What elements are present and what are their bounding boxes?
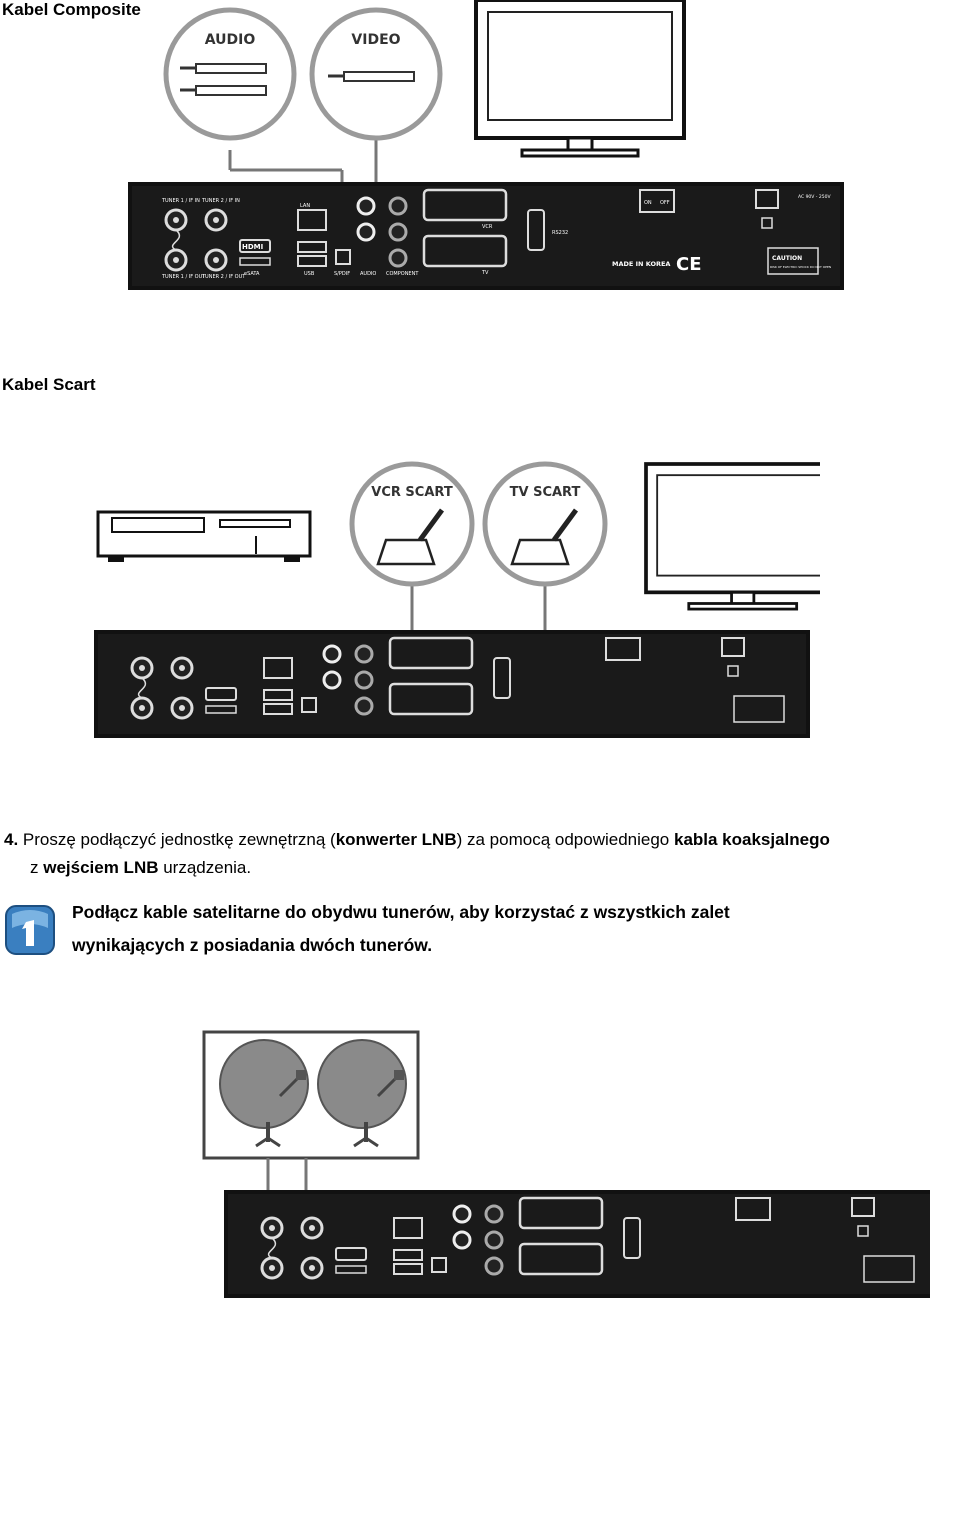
tv-scart-callout-label: TV SCART — [509, 485, 581, 500]
label-lan: LAN — [300, 203, 311, 209]
step-4-instruction — [4, 826, 960, 882]
television-icon — [476, 0, 684, 156]
label-made-in: MADE IN KOREA — [612, 260, 671, 268]
label-on: ON — [644, 200, 652, 206]
label-hdmi: HDMI — [242, 243, 264, 251]
tv-scart-callout-circle — [485, 464, 605, 584]
label-rs232: RS232 — [552, 230, 569, 236]
label-caution-sub: RISK OF ELECTRIC SHOCK DO NOT OPEN — [770, 265, 832, 269]
label-tuner1-in: TUNER 1 / IF IN — [162, 198, 200, 204]
label-component: COMPONENT — [386, 271, 419, 277]
receiver-back-panel — [128, 182, 844, 290]
heading-scart: Kabel Scart — [2, 375, 96, 394]
vcr-scart-callout-label: VCR SCART — [371, 485, 453, 500]
step-text-bold: konwerter LNB — [335, 830, 457, 849]
step-text: Proszę podłączyć jednostkę zewnętrzną ( — [18, 830, 336, 849]
note-line-2: wynikających z posiadania dwóch tunerów. — [72, 935, 433, 955]
receiver-back-panel — [94, 630, 810, 738]
label-esata: eSATA — [244, 271, 260, 277]
heading-composite: Kabel Composite — [2, 0, 141, 19]
label-tuner2-in: TUNER 2 / IF IN — [202, 198, 240, 204]
satellite-diagram — [200, 1026, 930, 1302]
label-spdif: S/PDIF — [334, 271, 351, 277]
step-number: 4. — [4, 830, 19, 849]
label-audio: AUDIO — [360, 271, 377, 277]
dual-tuner-note — [72, 896, 952, 962]
television-icon — [646, 464, 820, 609]
label-caution: CAUTION — [772, 255, 803, 262]
label-off: OFF — [660, 200, 670, 206]
label-usb: USB — [304, 271, 315, 277]
receiver-back-panel — [224, 1190, 930, 1298]
vcr-scart-callout-circle — [352, 464, 472, 584]
scart-diagram — [90, 460, 820, 742]
step-text: ) za pomocą odpowiedniego — [456, 830, 674, 849]
audio-callout-label: AUDIO — [204, 32, 256, 48]
info-icon — [4, 904, 56, 956]
ce-mark-icon: CE — [676, 254, 702, 275]
label-tuner1-out: TUNER 1 / IF OUT — [162, 274, 206, 280]
step-text: z — [30, 858, 44, 877]
step-text: urządzenia. — [158, 858, 252, 877]
label-ac-power: AC 90V - 250V — [798, 195, 831, 200]
step-text-bold: wejściem LNB — [43, 858, 159, 877]
vcr-device-icon — [98, 512, 310, 562]
label-vcr: VCR — [482, 224, 493, 230]
step-text-bold: kabla koaksjalnego — [673, 830, 830, 849]
label-tv: TV — [482, 270, 489, 276]
note-line-1: Podłącz kable satelitarne do obydwu tunerów, aby korzystać z wszystkich zalet — [72, 902, 730, 922]
video-callout-label: VIDEO — [351, 32, 401, 48]
composite-diagram — [120, 0, 850, 294]
label-tuner2-out: TUNER 2 / IF OUT — [202, 274, 246, 280]
